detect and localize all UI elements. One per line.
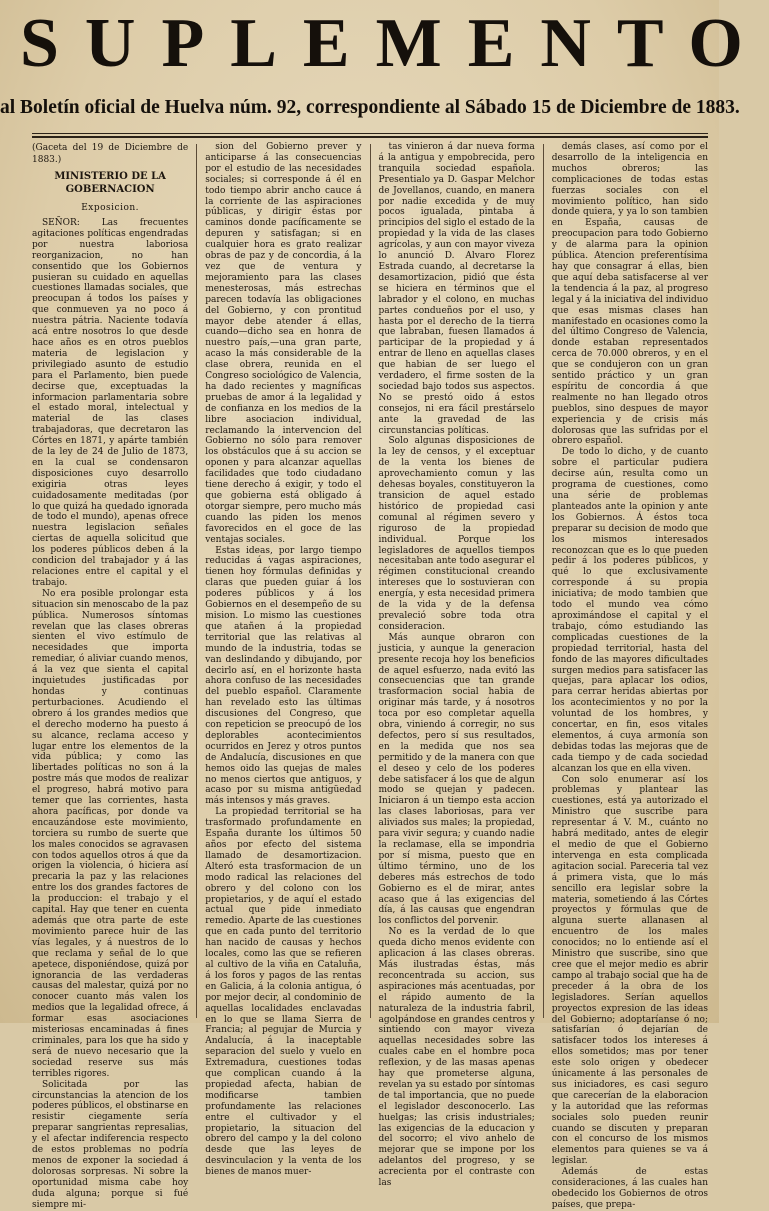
masthead-title: SUPLEMENTO: [20, 5, 769, 82]
column-divider: [196, 144, 197, 1018]
article-paragraph: SEÑOR: Las frecuentes agitaciones políticas engendradas por nuestra laboriosa reorganizacion, no han consentido que los Gobiernos pusieran su cuidado en aquellas cuestiones llamadas sociales, que preocupan á todos los países y que conmueven ya no poco á nuestra pátria. Naciente todavía acá entre nosotros lo que desde hace años es en otros pueblos materia de legislacion y privilegiado asunto de estudio para el Parlamento, bien puede decirse que, exceptuadas la informacion parlamentaria sobre el estado moral, intelectual y material de las clases trabajadoras, que decretaron las Córtes en 1871, y apárte también de la ley de 24 de Julio de 1873, en la cual se condensaron disposiciones cuyo desarrollo exigiria otras leyes cuidadosamente meditadas (por lo que quizá ha quedado ignorada de todo el mundo), apenas ofrece nuestra legislacion señales ciertas de aquella solicitud que los poderes públicos deben á la condicion del trabajador y á las relaciones entre el capital y el trabajo.: [32, 218, 189, 588]
column-1: [32, 142, 189, 1210]
article-paragraph: Solicitada por las circunstancias la atencion de los poderes públicos, el obstinarse en resistir ciegamente sería preparar sangrientas represalias, y el afectar indiferencia respecto de estos problemas no podría menos de exponer la sociedad á dolorosas sorpresas. Ni sobre la oportunidad misma cabe hoy duda alguna; porque si fué siempre mi-: [32, 1079, 189, 1210]
article-columns: [32, 142, 708, 1210]
article-paragraph: La propiedad territorial se ha trasformado profundamente en España durante los últimos 50 años por efecto del sistema llamado de desamortizacion. Alteró esta trasformacion de un modo radical las relaciones del obrero y del colono con los propietarios, y de aquí el estado actual que pide inmediato remedio. Aparte de las cuestiones que en cada punto del territorio han nacido de causas y hechos locales, como las que se refieren al cultivo de la viña en Cataluña, á los foros y pagos de las rentas en Galicia, á la colonia antigua, ó por mejor decir, al condominio de aquellas localidades enclavadas en lo que se llama Sierra de Francia; al pegujar de Murcia y Andalucía, á la inaceptable separacion del suelo y vuelo en Extremadura, cuestiones todas que complican cuando á la propiedad afecta, habian de modificarse tambien profundamente las relaciones entre el cultivador y el propietario, la situacion del obrero del campo y la del colono desde que las leyes de desvinculacion y la venta de los bienes de manos muer-: [205, 807, 362, 1178]
column-divider: [543, 144, 544, 1018]
article-paragraph: tas vinieron á dar nueva forma á la antigua y empobrecida, pero tranquila sociedad española. Presentialo ya D. Gaspar Melchor de Jovellanos, cuando, en manera por nadie excedida y de muy pocos igualada, pintaba á principios del siglo el estado de la propiedad y la vida de las clases agrícolas, y aun con mayor viveza lo anunció D. Alvaro Florez Estrada cuando, al decretarse la desamortizacion, pidió que ésta se hiciera en términos que el labrador y el colono, en muchas partes condueños por el uso, y hasta por el derecho de la tierra que labraban, fuesen llamados á participar de la propiedad y á entrar de lleno en aquellas clases que habian de ser luego el verdadero, el firme sosten de la sociedad bajo todos sus aspectos. No se prestó oido á estos consejos, ni era fácil prestárselo ante la gravedad de las circunstancias políticas.: [378, 142, 535, 436]
column-4: [551, 142, 708, 1210]
column-2: [205, 142, 362, 1178]
article-paragraph: No es la verdad de lo que queda dicho menos evidente con aplicacion á las clases obreras. Más ilustradas éstas, más reconcentrada su accion, sus aspiraciones más acentuadas, por el rápido aumento de la naturaleza de la industria fabril, agolpándose en grandes centros y sintiendo con mayor viveza aquellas necesidades sobre las cuales cabe en el hombre poca reflexion, y de las masas apenas hay que prometerse alguna, revelan ya su estado por síntomas de tal importancia, que no puede el legislador desconocerlo. Las huelgas; las crisis industriales; las exigencias de la educacion y del socorro; el vivo anhelo de mejorar que se impone por los adelantos del progreso, y se acrecienta por el contraste con las: [378, 927, 535, 1189]
article-paragraph: sion del Gobierno prever y anticiparse á las consecuencias por el estudio de las necesidades sociales; si corresponde á él en todo tiempo abrir ancho cauce á la corriente de las aspiraciones públicas, y dirigir éstas por caminos donde pacíficamente se depuren y satisfagan; si en cualquier hora es grato realizar obras de paz y de concordia, á la vez que de ventura y mejoramiento para las clases menesterosas, más estrechas parecen todavía las obligaciones del Gobierno, y con prontitud mayor debe atender á ellas, cuando—dicho sea en honra de nuestro país,—una gran parte, acaso la más considerable de la clase obrera, reunida en el Congreso sociológico de Valencia, ha dado recientes y magníficas pruebas de amor á la legalidad y de confianza en los medios de la libre asociacion individual, reclamando la intervencion del Gobierno no sólo para remover los obstáculos que á su accion se oponen y para alcanzar aquellas facilidades que todo ciudadano tiene derecho á exigir, y todo el que gobierna está obligado á otorgar siempre, pero mucho más cuando las piden los menos favorecidos en el goce de las ventajas sociales.: [205, 142, 362, 545]
ministry-heading: MINISTERIO DE LA GOBERNACION: [54, 171, 166, 195]
article-paragraph: Con solo enumerar así los problemas y plantear las cuestiones, está ya autorizado el Ministro que suscribe para representar á V. M., cuánto no habrá meditado, antes de elegir el medio de que el Gobierno intervenga en esta complicada agitacion social. Pareceria tal vez á primera vista, que lo más sencillo era legislar sobre la materia, sometiendo á las Córtes proyectos y fórmulas que de alguna suerte allanasen al encuentro de los males conocidos; no lo entiende así el Ministro que suscribe, sino que cree que el mejor medio es abrir campo al trabajo social que ha de preceder á la obra de los legisladores. Serían aquellos proyectos expresion de las ideas del Gobierno; adoptaríanse ó no; satisfarían ó dejarían de satisfacer todos los intereses á ellos sometidos; mas por tener este solo origen y obedecer únicamente á las personales de sus iniciadores, es casi seguro que carecerían de la elaboracion y la autoridad que las reformas sociales solo pueden reunir cuando se discuten y preparan con el concurso de los mismos elementos para quienes se va á legislar.: [551, 774, 708, 1167]
article-paragraph: Además de estas consideraciones, á las cuales han obedecido los Gobiernos de otros países, que prepa-: [551, 1167, 708, 1210]
column-2-body: [205, 142, 361, 1178]
article-paragraph: De todo lo dicho, y de cuanto sobre el particular pudiera decirse aún, resulta como un programa de cuestiones, como una série de problemas planteados ante la opinion y ante los Gobiernos. Á éstos toca preparar su decision de modo que los mismos interesados reconozcan que es lo que pueden pedir á los poderes públicos, y qué lo que exclusivamente corresponde á su propia iniciativa; de modo tambien que todo el mundo vea cómo aproximándose el capital y el trabajo, cómo estudiando las complicadas cuestiones de la propiedad territorial, hasta del fondo de las mayores dificultades surgen medios para satisfacer las quejas, para aplacar los odios, para cerrar heridas abiertas por los acontecimientos y no por la voluntad de los hombres, y concertar, en fin, esos vitales elementos, á cuya armonía son debidas todas las mejoras que de cada tiempo y de cada sociedad alcanzan los que en ella viven.: [551, 447, 708, 774]
gazette-reference: (Gaceta del 19 de Diciembre de 1883.): [32, 143, 189, 165]
column-divider: [370, 144, 371, 1018]
header-rule-thick: [32, 136, 708, 138]
column-4-body: [552, 142, 708, 1211]
column-3-body: [379, 142, 535, 1189]
article-paragraph: Solo algunas disposiciones de la ley de censos, y el exceptuar de la venta los bienes de aprovechamiento comun y las dehesas boyales, constituyeron la transicion de aquel estado histórico de propiedad casi comunal al régimen severo y riguroso de la propiedad individual. Porque los legisladores de aquellos tiempos necesitaban ante todo asegurar el régimen constitucional creando intereses que lo sostuvieran con energía, y esta necesidad primera de la vida y de la defensa prevaleció sobre toda otra consideracion.: [378, 436, 535, 632]
header-rule-thin: [32, 133, 708, 134]
masthead-subtitle: al Boletín oficial de Huelva núm. 92, correspondiente al Sábado 15 de Diciembre de 1883.: [0, 97, 740, 118]
article-paragraph: Más aunque obraron con justicia, y aunque la generacion presente recoja hoy los beneficios de aquel esfuerzo, nada evitó las consecuencias que tan grande trasformacion social habia de originar más tarde, y á nosotros toca por eso completar aquella obra, viniendo á corregir, no sus defectos, pero sí sus resultados, en la medida que nos sea permitido y de la manera con que el deseo y celo de los poderes debe satisfacer á los que de algun modo se quejan y padecen. Iniciaron á un tiempo esta accion las clases laboriosas, para ver aliviados sus males; la propiedad, para vivir segura; y cuando nadie la reclamase, ella se impondria por sí misma, puesto que en último término, uno de los deberes más estrechos de todo Gobierno es el de mirar, antes acaso que á las exigencias del día, á las causas que engendran los conflictos del porvenir.: [378, 632, 535, 927]
column-3: [378, 142, 535, 1189]
article-paragraph: No era posible prolongar esta situacion sin menoscabo de la paz pública. Numerosos síntomas revelan que las clases obreras sienten el vivo estímulo de necesidades que importa remediar, ó aliviar cuando menos, á la vez que sienta el capital inquietudes justificadas por hondas y continuas perturbaciones. Acudiendo el obrero á los grandes medios que el derecho moderno ha puesto á su alcance, reclama acceso y lugar entre los elementos de la vida pública; y como las libertades políticas no son á la postre más que modos de realizar el progreso, habrá motivo para temer que las corrientes, hasta ahora pacíficas, por donde va encauzándose este movimiento, torciera su rumbo de suerte que los males conocidos se agravasen con todos aquellos otros á que da origen la violencia, ó hiciera así precaria la paz y las relaciones entre los dos grandes factores de la produccion: el trabajo y el capital. Hay que tener en cuenta además que otra parte de este movimiento parece huir de las vías legales, y á nuestros de lo que reclama y señal de lo que apetece, disponiéndose, quizá por ignorancia de las verdaderas causas del malestar, quizá por no conocer cuanto más valen los medios que la legalidad ofrece, á formar esas asociaciones misteriosas encaminadas á fines criminales, para los que ha sido y será de nuevo necesario que la sociedad reserve sus más terribles rigores.: [32, 588, 189, 1079]
article-paragraph: demás clases, así como por el desarrollo de la inteligencia en muchos obreros; las complicaciones de todas estas fuerzas sociales con el movimiento político, han sido donde quiera, y ya lo son tambien en España, causas de preocupacion para todo Gobierno y de alarma para la opinion pública. Atencion preferentísima hay que consagrar á ellas, bien que aquí deba satisfacerse al ver la tendencia á la paz, al progreso legal y á la iniciativa del individuo que esas mismas clases han manifestado en ocasiones como la del último Congreso de Valencia, donde estaban representados cerca de 70.000 obreros, y en el que se condujeron con un gran sentido práctico y un gran espíritu de concordia á que realmente no han llegado otros pueblos, sino despues de mayor experiencia y de crisis más dolorosas que las sufridas por el obrero español.: [551, 142, 708, 447]
article-paragraph: Estas ideas, por largo tiempo reducidas á vagas aspiraciones, tienen hoy fórmulas definidas y claras que pueden guiar á los poderes públicos y á los Gobiernos en el desempeño de su mision. Lo mismo las cuestiones que atañen á la propiedad territorial que las relativas al mundo de la industria, todas se van deslindando y dibujando, por decirlo así, en el horizonte hasta ahora confuso de las necesidades del pueblo español. Claramente han revelado esto las últimas discusiones del Congreso, que con repeticion se preocupó de los deplorables acontecimientos ocurridos en Jerez y otros puntos de Andalucía, discusiones en que hemos oido las quejas de males no menos ciertos que antiguos, y acaso por su misma antigüedad más intensos y más graves.: [205, 545, 362, 807]
section-heading: Exposicion.: [81, 203, 140, 213]
column-1-body: [32, 218, 188, 1210]
